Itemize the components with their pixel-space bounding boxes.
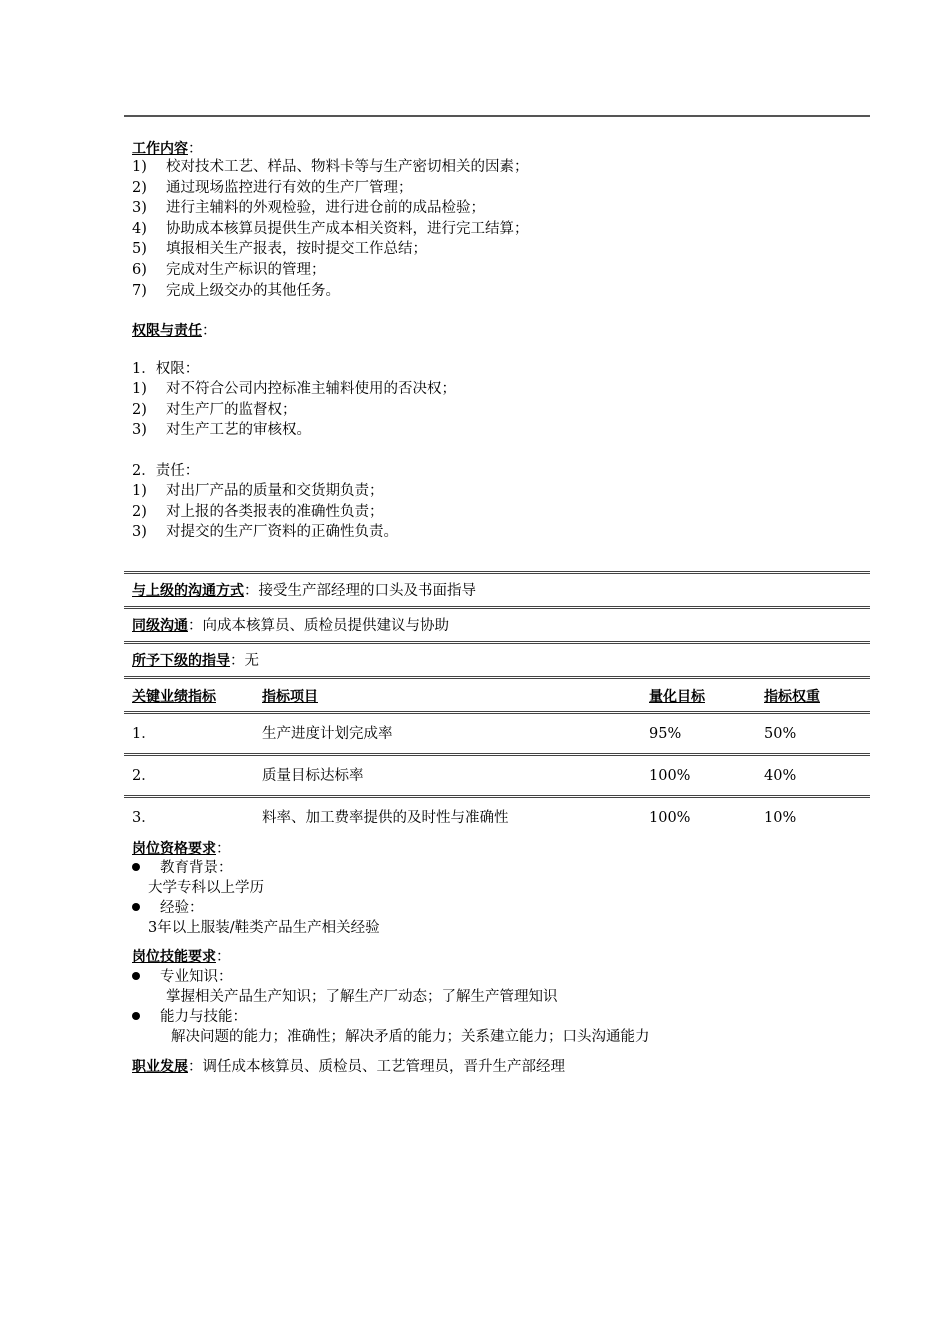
list-item-number: 3) xyxy=(132,422,147,439)
list-item-number: 7) xyxy=(132,282,147,299)
list-item-number: 1) xyxy=(132,381,147,397)
list-item-text: 对上报的各类报表的准确性负责； xyxy=(166,503,384,520)
bullet-icon xyxy=(132,1012,140,1020)
list-item-number: 3) xyxy=(132,524,147,541)
kpi-header-target: 量化目标 xyxy=(649,689,705,705)
kpi-row-weight: 40% xyxy=(764,768,797,784)
duties-subheading: 2．责任： xyxy=(132,463,200,479)
rule xyxy=(124,641,870,644)
rule xyxy=(124,711,870,714)
list-item xyxy=(132,219,529,239)
kpi-row-no: 3． xyxy=(132,810,156,826)
kpi-row-target: 95% xyxy=(649,726,682,742)
work-content-heading: 工作内容： xyxy=(132,141,203,157)
list-item-number: 3) xyxy=(132,200,147,217)
peer-communication: 同级沟通：向成本核算员、质检员提供建议与协助 xyxy=(132,618,449,634)
list-item xyxy=(132,420,311,440)
rule xyxy=(124,795,870,798)
experience-label: 经验： xyxy=(132,898,204,918)
list-item-number: 4) xyxy=(132,220,147,237)
list-item xyxy=(132,522,398,542)
list-item-text: 校对技术工艺、样品、物料卡等与生产密切相关的因素； xyxy=(166,159,529,175)
list-item-text: 填报相关生产报表，按时提交工作总结； xyxy=(166,241,427,258)
kpi-header-item: 指标项目 xyxy=(262,689,318,705)
bullet-icon xyxy=(132,863,140,871)
list-item-text: 对不符合公司内控标准主辅料使用的否决权； xyxy=(166,381,456,397)
education-label: 教育背景： xyxy=(132,858,233,878)
list-item xyxy=(132,239,427,259)
list-item-text: 对出厂产品的质量和交货期负责； xyxy=(166,483,384,499)
skill-heading: 岗位技能要求： xyxy=(132,949,231,965)
kpi-row-item: 生产进度计划完成率 xyxy=(262,726,393,742)
list-item xyxy=(132,379,456,399)
top-rule xyxy=(124,115,870,117)
experience-value: 3年以上服装/鞋类产品生产相关经验 xyxy=(148,920,380,936)
kpi-row-item: 料率、加工费率提供的及时性与准确性 xyxy=(262,810,509,826)
list-item-number: 2) xyxy=(132,401,147,418)
list-item xyxy=(132,260,326,280)
list-item xyxy=(132,157,529,177)
career-development: 职业发展：调任成本核算员、质检员、工艺管理员，晋升生产部经理 xyxy=(132,1059,565,1075)
kpi-row-target: 100% xyxy=(649,768,691,784)
list-item-text: 协助成本核算员提供生产成本相关资料，进行完工结算； xyxy=(166,220,529,237)
list-item xyxy=(132,481,384,501)
rule xyxy=(124,676,870,679)
kpi-header-indicator: 关键业绩指标 xyxy=(132,689,216,705)
list-item-text: 对生产工艺的审核权。 xyxy=(166,422,311,439)
list-item-number: 6) xyxy=(132,262,147,278)
list-item-number: 1) xyxy=(132,159,147,175)
kpi-row-item: 质量目标达标率 xyxy=(262,768,364,784)
list-item-number: 2) xyxy=(132,503,147,520)
bullet-icon xyxy=(132,972,140,980)
rights-subheading: 1．权限： xyxy=(132,361,200,377)
list-item-text: 对提交的生产厂资料的正确性负责。 xyxy=(166,524,398,541)
rule xyxy=(124,606,870,609)
list-item-text: 完成上级交办的其他任务。 xyxy=(166,282,340,299)
kpi-row-no: 1． xyxy=(132,726,156,742)
list-item xyxy=(132,281,340,301)
list-item-text: 通过现场监控进行有效的生产厂管理； xyxy=(166,179,413,196)
kpi-row-no: 2． xyxy=(132,768,156,784)
education-value: 大学专科以上学历 xyxy=(148,880,264,896)
list-item-text: 完成对生产标识的管理； xyxy=(166,262,326,278)
ability-label: 能力与技能： xyxy=(132,1007,247,1027)
knowledge-label: 专业知识： xyxy=(132,967,233,987)
subordinate-guidance: 所予下级的指导：无 xyxy=(132,653,259,669)
list-item xyxy=(132,400,297,420)
rule xyxy=(124,571,870,574)
list-item-number: 1) xyxy=(132,483,147,499)
bullet-icon xyxy=(132,903,140,911)
kpi-row-weight: 10% xyxy=(764,810,797,826)
list-item-number: 2) xyxy=(132,179,147,196)
list-item xyxy=(132,502,384,522)
superior-communication: 与上级的沟通方式：接受生产部经理的口头及书面指导 xyxy=(132,583,476,599)
kpi-row-weight: 50% xyxy=(764,726,797,742)
list-item xyxy=(132,198,485,218)
authority-heading: 权限与责任： xyxy=(132,323,217,339)
list-item-text: 对生产厂的监督权； xyxy=(166,401,297,418)
kpi-row-target: 100% xyxy=(649,810,691,826)
list-item-number: 5) xyxy=(132,241,147,258)
list-item-text: 进行主辅料的外观检验，进行进仓前的成品检验； xyxy=(166,200,485,217)
rule xyxy=(124,753,870,756)
list-item xyxy=(132,178,413,198)
ability-value: 解决问题的能力；准确性；解决矛盾的能力；关系建立能力；口头沟通能力 xyxy=(171,1029,650,1045)
kpi-header-weight: 指标权重 xyxy=(764,689,820,705)
knowledge-value: 掌握相关产品生产知识；了解生产厂动态；了解生产管理知识 xyxy=(166,989,558,1005)
qualification-heading: 岗位资格要求： xyxy=(132,841,231,857)
